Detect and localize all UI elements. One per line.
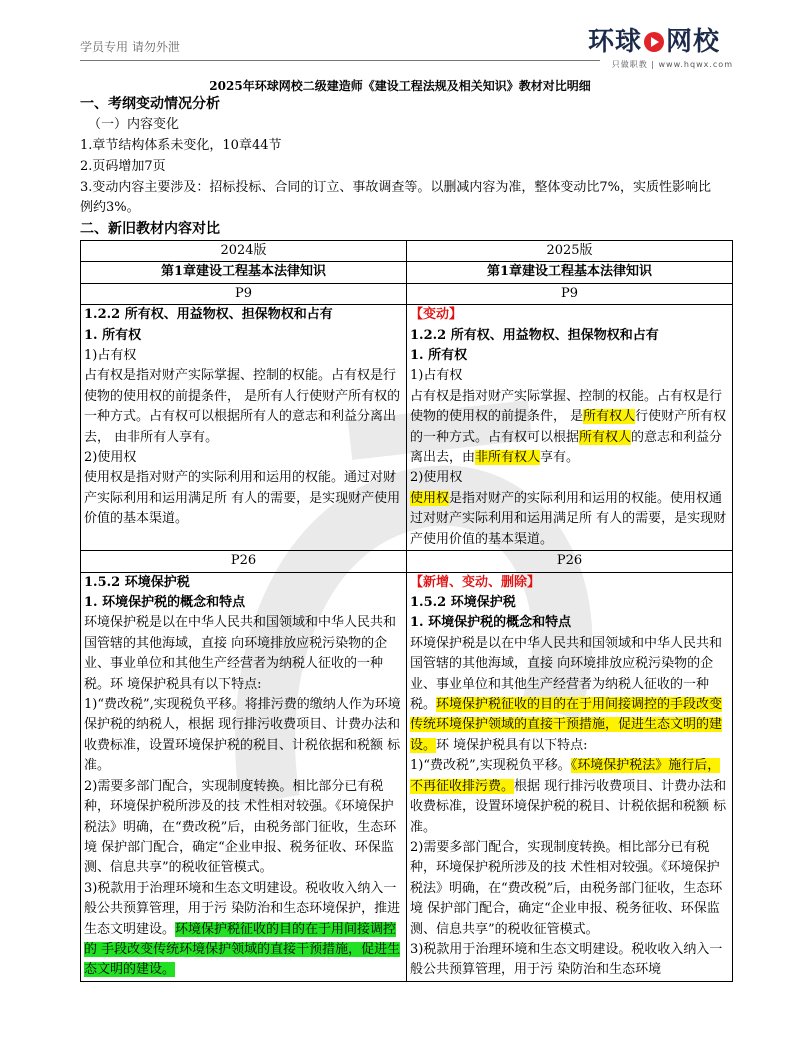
block1-new-text-b: 使用权是指对财产的实际利用和运用的权能。使用权通过对财产实际利用和运用满足所 有人的需要，是实现财产使用价值的基本渠道。 bbox=[410, 490, 727, 547]
section1-item1: 1.章节结构体系未变化，10章44节 bbox=[80, 138, 282, 153]
block2-new-p1: 1)“费改税”,实现税负平移。《环境保护税法》施行后，不再征收排污费。根据 现行排污收费项目、计费办法和收费标准，设置环境保护税的税目、计税依据和税额 标准。 bbox=[410, 758, 727, 835]
page-ref-old: P9 bbox=[81, 283, 407, 304]
section1-subheading: （一）内容变化 bbox=[88, 117, 180, 132]
chapter-title-old: 第1章建设工程基本法律知识 bbox=[81, 262, 407, 283]
highlight-added: 环境保护税征收的目的在于用间接调控的手段改变传统环境保护领域的直接干预措施，促进生态文明的建设。 bbox=[410, 697, 723, 753]
column-header-2024: 2024版 bbox=[81, 241, 407, 262]
document-title: 2025年环球网校二级建造师《建设工程法规及相关知识》教材对比明细 bbox=[209, 79, 591, 93]
header-confidential-note: 学员专用 请勿外泄 bbox=[80, 40, 180, 54]
play-icon bbox=[644, 32, 664, 52]
highlight-change: 所有权人 bbox=[583, 409, 636, 425]
logo-subtitle: 只做职教 | www.hqwx.com bbox=[611, 60, 733, 69]
block2-old-sub: 1. 环境保护税的概念和特点 bbox=[84, 595, 246, 611]
highlight-change: 使用权 bbox=[410, 490, 450, 506]
block2-change-tag: 【新增、变动、删除】 bbox=[410, 574, 541, 590]
block2-new-content bbox=[407, 572, 733, 981]
highlight-change: 所有权人 bbox=[579, 429, 632, 445]
block2-new-p2: 2)需要多部门配合，实现制度转换。相比部分已有税种，环境保护税所涉及的技 术性相对较强。《环境保护税法》明确，在“费改税”后，由税务部门征收，生态环境 保护部门配合，确定“企业申报、税务征收、环保监测、信息共享”的税收征管模式。 bbox=[410, 839, 723, 937]
block2-new-intro: 环境保护税是以在中华人民共和国领域和中华人民共和国管辖的其他海域，直接 向环境排放应税污染物的企业、事业单位和其他生产经营者为纳税人征收的一种税。环境保护税征收的目的在于用间接调控的手段改变传统环境保护领域的直接干预措施，促进生态文明的建设。环 境保护税具有以下特点: bbox=[410, 635, 723, 753]
block1-old-text-b: 使用权是指对财产的实际利用和运用的权能。通过对财产实际利用和运用满足所 有人的需要，是实现财产使用价值的基本渠道。 bbox=[84, 470, 401, 527]
block2-new-title: 1.5.2 环境保护税 bbox=[410, 595, 516, 611]
chapter-title-new: 第1章建设工程基本法律知识 bbox=[407, 262, 733, 283]
highlight-change: 非所有权人 bbox=[475, 450, 541, 466]
block2-old-p2: 2)需要多部门配合，实现制度转换。相比部分已有税种，环境保护税所涉及的技 术性相对较强。《环境保护税法》明确，在“费改税”后，由税务部门征收，生态环境 保护部门配合，确定“企业申报、税务征收、环保监测、信息共享”的税收征管模式。 bbox=[84, 778, 397, 876]
highlight-added: 《环境保护税法》施行后，不再征收排污费。 bbox=[410, 758, 721, 794]
block2-old-title: 1.5.2 环境保护税 bbox=[84, 574, 190, 590]
column-header-2025: 2025版 bbox=[407, 241, 733, 262]
section2-heading: 二、新旧教材内容对比 bbox=[80, 221, 220, 237]
section1-item3: 3.变动内容主要涉及：招标投标、合同的订立、事故调查等。以删减内容为准，整体变动比7%，实质性影响比例约3%。 bbox=[80, 180, 712, 215]
block2-old-p3: 3)税款用于治理环境和生态文明建设。税收收入纳入一般公共预算管理，用于污 染防治和生态环境保护，推进生态文明建设。环境保护税征收的目的在于用间接调控的 手段改变传统环境保护领域的直接干预措施，促进生态文明的建设。 bbox=[84, 880, 401, 978]
block2-old-content bbox=[81, 572, 407, 981]
highlight-deleted: 环境保护税征收的目的在于用间接调控的 手段改变传统环境保护领域的直接干预措施，促进生态文明的建设。 bbox=[84, 921, 401, 978]
block1-old-title: 1.2.2 所有权、用益物权、担保物权和占有 bbox=[84, 307, 333, 323]
block1-old-p1: 1)占有权 bbox=[84, 348, 137, 364]
block2-old-p1: 1)“费改税”,实现税负平移。将排污费的缴纳人作为环境保护税的纳税人，根据 现行排污收费项目、计费办法和收费标准，设置环境保护税的税目、计税依据和税额 标准。 bbox=[84, 697, 401, 774]
brand-logo: 环球 网校 只做职教 | www.hqwx.com bbox=[588, 27, 733, 69]
section1-item2: 2.页码增加7页 bbox=[80, 159, 166, 174]
block1-new-title: 1.2.2 所有权、用益物权、担保物权和占有 bbox=[410, 327, 659, 343]
section1-heading: 一、考纲变动情况分析 bbox=[80, 96, 220, 112]
block1-old-p2: 2)使用权 bbox=[84, 450, 137, 466]
block1-new-p2: 2)使用权 bbox=[410, 470, 463, 486]
block1-change-tag: 【变动】 bbox=[410, 307, 463, 323]
block2-old-intro: 环境保护税是以在中华人民共和国领域和中华人民共和国管辖的其他海域，直接 向环境排放应税污染物的企业、事业单位和其他生产经营者为纳税人征收的一种税。环 境保护税具有以下特点: bbox=[84, 615, 397, 692]
block1-old-content bbox=[81, 305, 407, 551]
block1-new-p1: 1)占有权 bbox=[410, 368, 463, 384]
page-ref-new-2: P26 bbox=[407, 551, 733, 572]
header-divider bbox=[80, 60, 600, 61]
block1-new-content bbox=[407, 305, 733, 551]
block1-new-sub: 1. 所有权 bbox=[410, 348, 468, 364]
block1-old-text-a: 占有权是指对财产实际掌握、控制的权能。占有权是行使物的使用权的前提条件， 是所有人行使财产所有权的一种方式。占有权可以根据所有人的意志和利益分离出去， 由非所有人享有。 bbox=[84, 368, 401, 445]
block1-old-sub: 1. 所有权 bbox=[84, 327, 142, 343]
page-ref-new: P9 bbox=[407, 283, 733, 304]
block1-new-text-a: 占有权是指对财产实际掌握、控制的权能。占有权是行使物的使用权的前提条件， 是所有权人行使财产所有权的一种方式。占有权可以根据所有权人的意志和利益分离出去，由非所有权人享有。 bbox=[410, 388, 727, 466]
page-ref-old-2: P26 bbox=[81, 551, 407, 572]
block2-new-p3: 3)税款用于治理环境和生态文明建设。税收收入纳入一般公共预算管理，用于污 染防治和生态环境 bbox=[410, 941, 723, 978]
comparison-table bbox=[80, 240, 733, 982]
block2-new-sub: 1. 环境保护税的概念和特点 bbox=[410, 615, 572, 631]
